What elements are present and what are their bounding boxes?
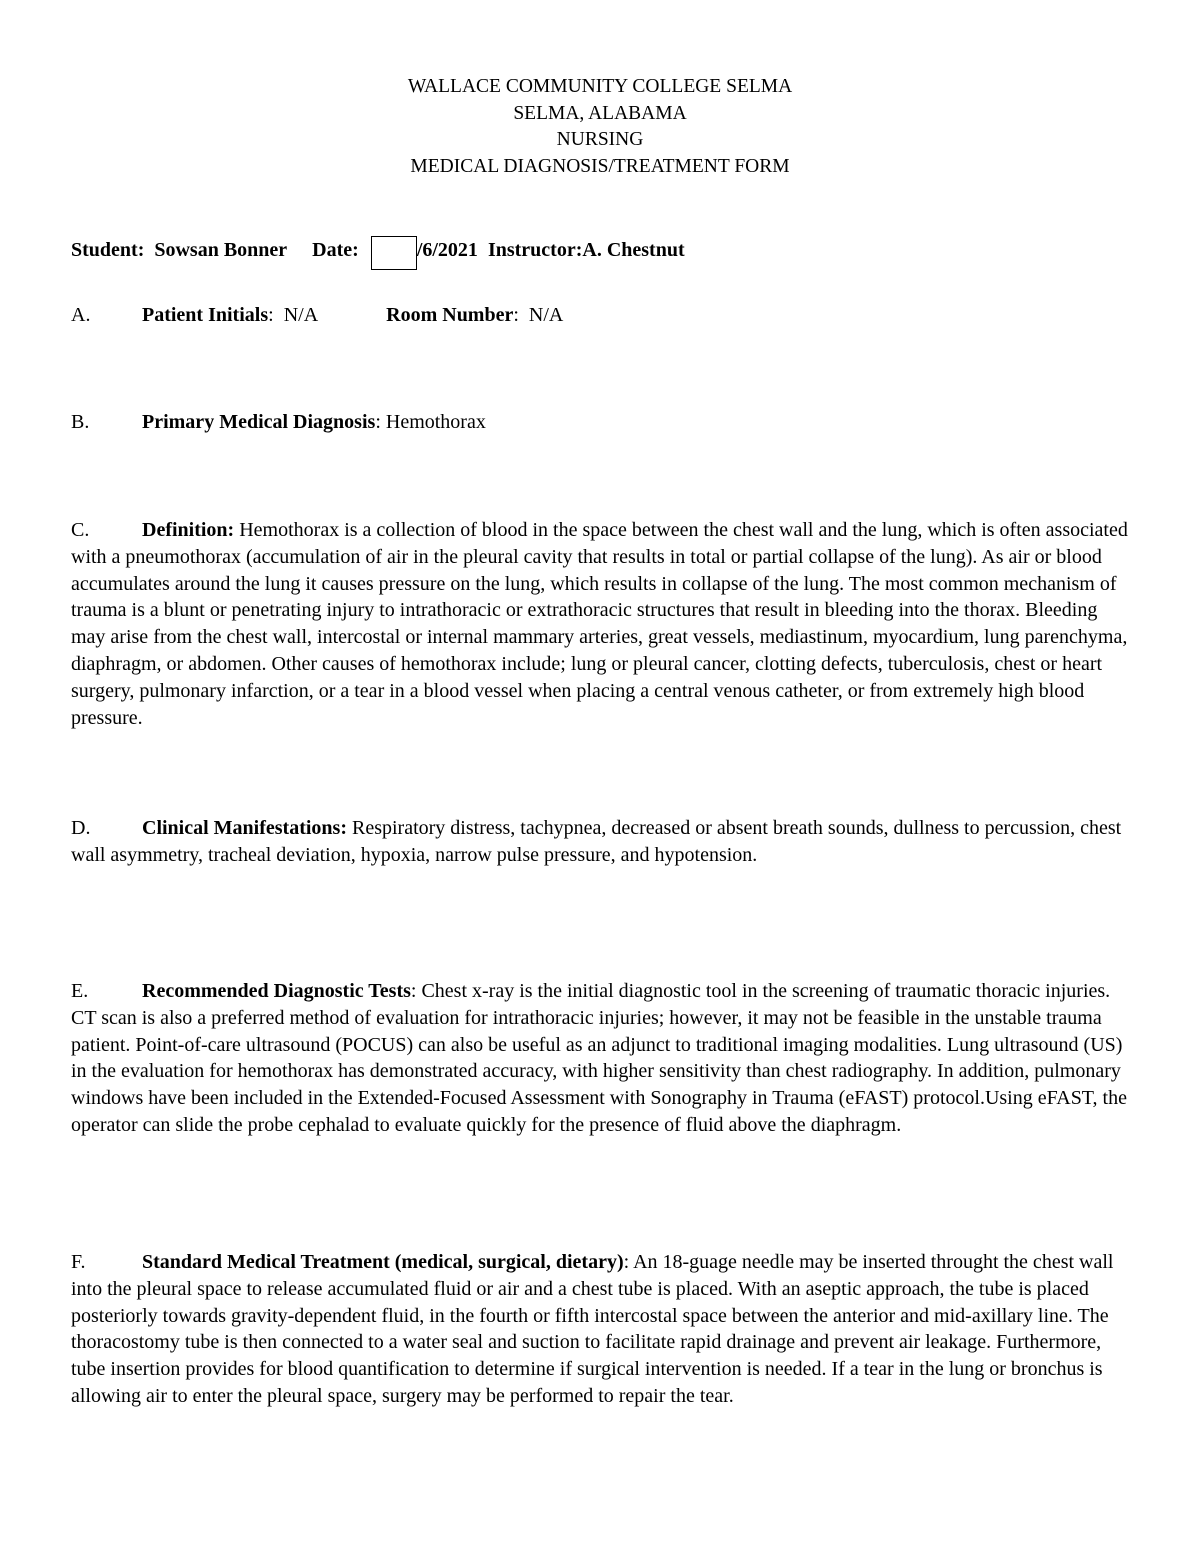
college-location: SELMA, ALABAMA <box>513 102 687 124</box>
definition-text: Hemothorax is a collection of blood in the space between the chest wall and the lung, which is often associated with a pneumothorax (accumulation of air in the pleural cavity that results in total or partial collapse of the lung). As air or blood accumulates around the lung it causes pressure on the lung, which results in collapse of the lung. The most common mechanism of trauma is a blunt or penetrating injury to intrathoracic or extrathoracic structures that result in bleeding into the thorax. Bleeding may arise from the chest wall, intercostal or internal mammary arteries, great vessels, mediastinum, myocardium, lung parenchyma, diaphragm, or abdomen. Other causes of hemothorax include; lung or pleural cancer, clotting defects, tuberculosis, chest or heart surgery, pulmonary infarction, or a tear in a blood vessel when placing a central venous catheter, or from extremely high blood pressure. <box>71 519 1128 729</box>
diagnostic-tests-label: Recommended Diagnostic Tests <box>142 980 411 1002</box>
section-patient-info: A. Patient Initials: N/A Room Number: N/A <box>71 302 1131 329</box>
form-title: MEDICAL DIAGNOSIS/TREATMENT FORM <box>410 155 790 177</box>
room-number-label: Room Number <box>386 304 514 326</box>
instructor-name: A. Chestnut <box>582 239 685 261</box>
section-primary-diagnosis: B. Primary Medical Diagnosis: Hemothorax <box>71 409 1131 436</box>
instructor-label: Instructor: <box>487 239 583 261</box>
student-name: Sowsan Bonner <box>154 239 288 261</box>
college-name: WALLACE COMMUNITY COLLEGE SELMA <box>407 76 793 97</box>
student-info-line <box>71 236 685 270</box>
date-month-field[interactable] <box>371 236 417 270</box>
definition-label: Definition: <box>142 519 235 541</box>
section-letter: C. <box>71 519 90 541</box>
diagnostic-tests-text: Chest x-ray is the initial diagnostic tool in the screening of traumatic thoracic injuries. CT scan is also a preferred method of evaluation for intrathoracic injuries; however, it may not be feasible in the unstable trauma patient. Point-of-care ultrasound (POCUS) can also be useful as an adjunct to traditional imaging modalities. Lung ultrasound (US) in the evaluation for hemothorax has demonstrated accuracy, with higher sensitivity than chest radiography. In addition, pulmonary windows have been included in the Extended-Focused Assessment with Sonography in Trauma (eFAST) protocol.Using eFAST, the operator can slide the probe cephalad to evaluate quickly for the presence of fluid above the diaphragm. <box>71 980 1127 1136</box>
patient-initials-value: N/A <box>283 304 319 326</box>
section-clinical-manifestations <box>71 815 1131 869</box>
section-medical-treatment: F. Standard Medical Treatment (medical, surgical, dietary): An 18-guage needle may be inserted throught the chest wall into the pleural space to release accumulated fluid or air and a chest tube is placed. With an aseptic approach, the tube is placed posteriorly towards gravity-dependent fluid, in the fourth or fifth intercostal space between the anterior and mid-axillary line. The thoracostomy tube is then connected to a water seal and suction to facilitate rapid drainage and prevent air leakage. Furthermore, tube insertion provides for blood quantification to determine if surgical intervention is needed. If a tear in the lung or bronchus is allowing air to enter the pleural space, surgery may be performed to repair the tear. <box>71 1251 1114 1407</box>
date-label: Date: <box>312 239 359 261</box>
clinical-manifestations-label: Clinical Manifestations: <box>142 817 347 839</box>
section-letter: B. <box>71 411 90 433</box>
clinical-manifestations-text: Respiratory distress, tachypnea, decreased or absent breath sounds, dullness to percussion, chest wall asymmetry, tracheal deviation, hypoxia, narrow pulse pressure, and hypotension. <box>71 817 1122 866</box>
form-header <box>0 74 1200 180</box>
primary-diagnosis-label: Primary Medical Diagnosis <box>142 411 376 433</box>
room-number-value: N/A <box>528 304 564 326</box>
medical-treatment-text: An 18-guage needle may be inserted throught the chest wall into the pleural space to release accumulated fluid or air and a chest tube is placed. With an aseptic approach, the tube is placed posteriorly towards gravity-dependent fluid, in the fourth or fifth intercostal space between the anterior and mid-axillary line. The thoracostomy tube is then connected to a water seal and suction to facilitate rapid drainage and prevent air leakage. Furthermore, tube insertion provides for blood quantification to determine if surgical intervention is needed. If a tear in the lung or bronchus is allowing air to enter the pleural space, surgery may be performed to repair the tear. <box>71 1251 1114 1407</box>
department-name: NURSING <box>556 129 644 150</box>
section-letter: F. <box>71 1251 86 1273</box>
section-diagnostic-tests: E. Recommended Diagnostic Tests: Chest x-ray is the initial diagnostic tool in the screening of traumatic thoracic injuries. CT scan is also a preferred method of evaluation for intrathoracic injuries; however, it may not be feasible in the unstable trauma patient. Point-of-care ultrasound (POCUS) can also be useful as an adjunct to traditional imaging modalities. Lung ultrasound (US) in the evaluation for hemothorax has demonstrated accuracy, with higher sensitivity than chest radiography. In addition, pulmonary windows have been included in the Extended-Focused Assessment with Sonography in Trauma (eFAST) protocol.Using eFAST, the operator can slide the probe cephalad to evaluate quickly for the presence of fluid above the diaphragm. <box>71 980 1127 1136</box>
section-letter: A. <box>71 304 91 326</box>
medical-treatment-label: Standard Medical Treatment (medical, surgical, dietary) <box>142 1251 624 1273</box>
section-letter: E. <box>71 980 89 1002</box>
date-value: /6/2021 <box>416 239 478 261</box>
primary-diagnosis-value: Hemothorax <box>385 411 486 433</box>
section-letter: D. <box>71 817 91 839</box>
student-label: Student: <box>71 239 145 261</box>
section-definition <box>71 517 1131 731</box>
patient-initials-label: Patient Initials <box>142 304 269 326</box>
